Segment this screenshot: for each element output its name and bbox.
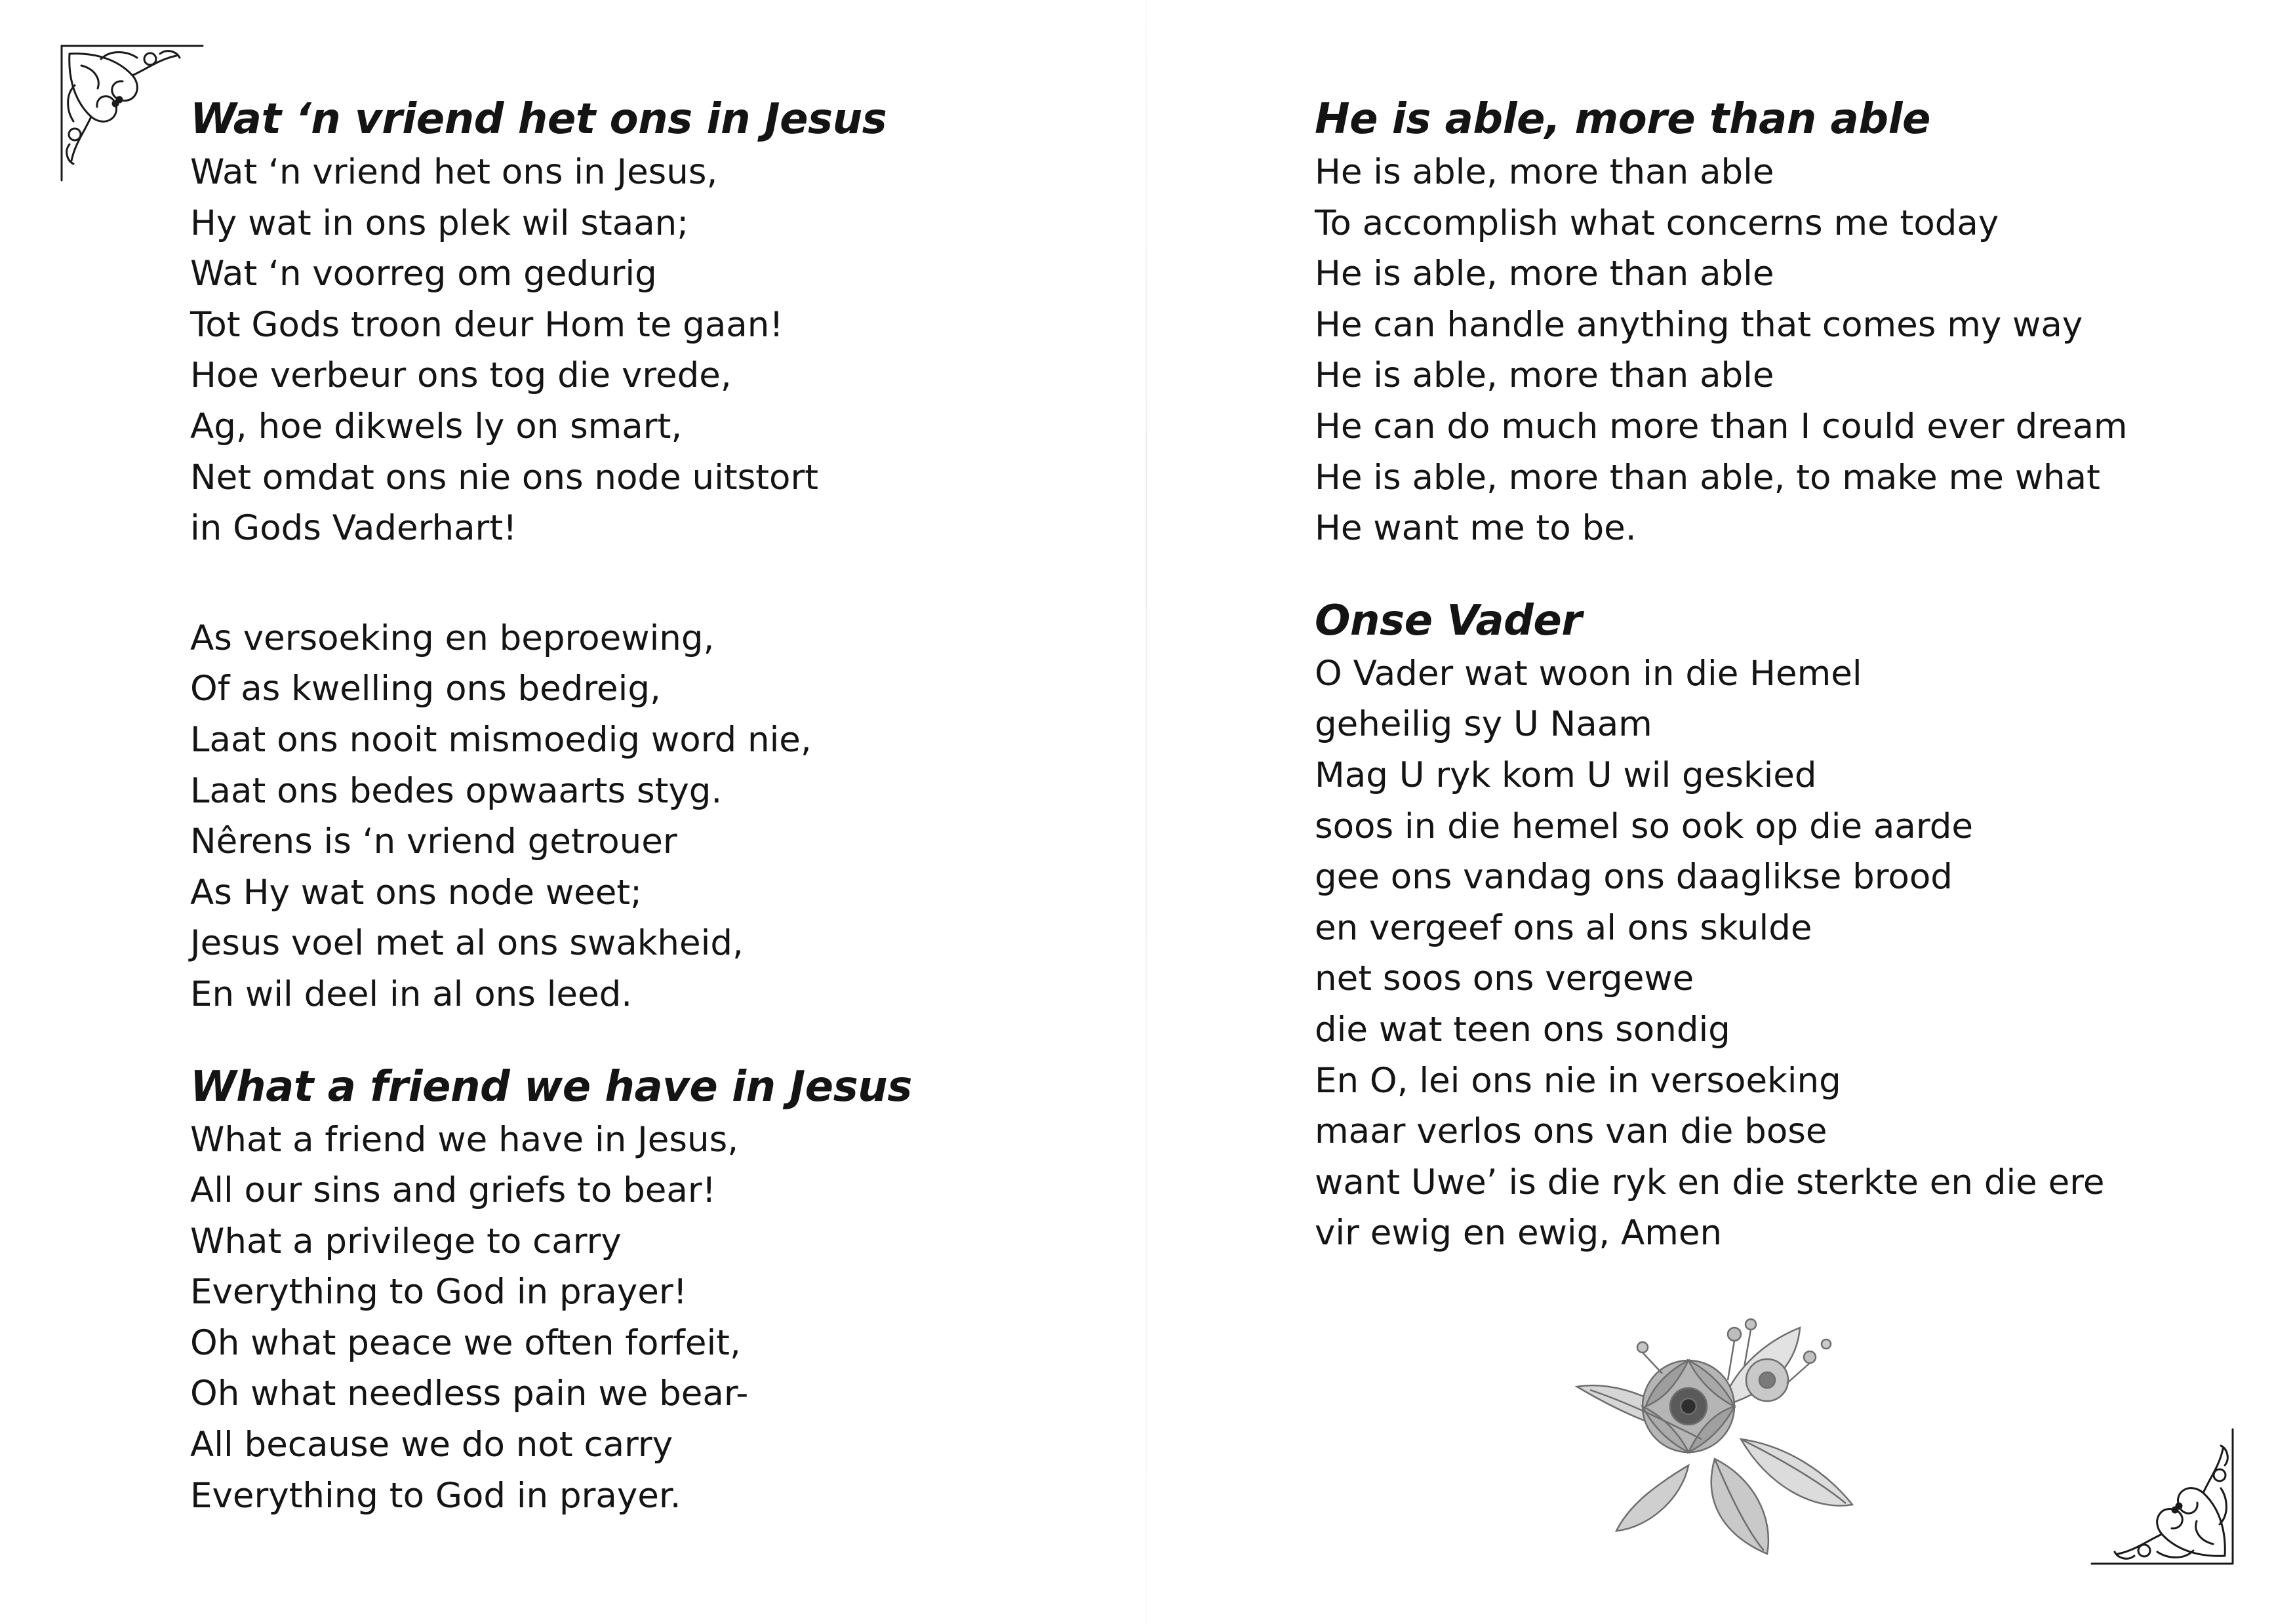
- lyric-line: Oh what needless pain we bear-: [190, 1374, 749, 1414]
- prayer-line: En O, lei ons nie in versoeking: [1315, 1060, 1841, 1101]
- lyric-line: As versoeking en beproewing,: [190, 618, 715, 658]
- lyric-line: What a friend we have in Jesus,: [190, 1119, 739, 1160]
- prayer-line: O Vader wat woon in die Hemel: [1315, 653, 1862, 694]
- prayer-line: net soos ons vergewe: [1315, 959, 1694, 999]
- lyric-line: He is able, more than able, to make me what: [1315, 457, 2100, 498]
- prayer-line: geheilig sy U Naam: [1315, 704, 1652, 745]
- stanza: [190, 147, 1108, 554]
- lyric-line: Of as kwelling ons bedreig,: [190, 669, 661, 709]
- lyric-line: Wat ‘n vriend het ons in Jesus,: [190, 152, 718, 192]
- lyric-line: All our sins and griefs to bear!: [190, 1170, 716, 1211]
- prayer-line: die wat teen ons sondig: [1315, 1009, 1730, 1050]
- lyric-line: Oh what peace we often forfeit,: [190, 1322, 741, 1363]
- lyric-line: in Gods Vaderhart!: [190, 508, 517, 549]
- lyric-line: Wat ‘n voorreg om gedurig: [190, 254, 657, 294]
- stanza: [190, 613, 1108, 1020]
- lyric-line: He want me to be.: [1315, 508, 1637, 549]
- lyric-line: To accomplish what concerns me today: [1315, 203, 1999, 243]
- stanza-spacer: [190, 554, 1108, 613]
- prayer-line: gee ons vandag ons daaglikse brood: [1315, 857, 1953, 898]
- song-title: He is able, more than able: [1315, 95, 1930, 144]
- lyric-line: Laat ons bedes opwaarts styg.: [190, 770, 723, 811]
- song-title: What a friend we have in Jesus: [190, 1062, 912, 1111]
- prayer-title: Onse Vader: [1315, 596, 1582, 645]
- stanza: [1315, 147, 2246, 554]
- prayer-line: vir ewig en ewig, Amen: [1315, 1213, 1723, 1254]
- lyric-line: Nêrens is ‘n vriend getrouer: [190, 822, 677, 862]
- lyric-line: He is able, more than able: [1315, 355, 1774, 396]
- lyric-line: He is able, more than able: [1315, 254, 1774, 294]
- left-page: [190, 92, 1108, 1521]
- section-spacer: [1315, 554, 2246, 593]
- lyric-line: Everything to God in prayer!: [190, 1272, 687, 1313]
- center-fold: [1146, 0, 1147, 1624]
- lyric-line: He can do much more than I could ever dream: [1315, 406, 2128, 446]
- lyric-line: Ag, hoe dikwels ly on smart,: [190, 406, 683, 446]
- lyric-line: What a privilege to carry: [190, 1221, 622, 1261]
- lyric-line: As Hy wat ons node weet;: [190, 872, 643, 913]
- lyric-line: He can handle anything that comes my way: [1315, 304, 2083, 345]
- prayer-line: want Uwe’ is die ryk en die sterkte en die ere: [1315, 1162, 2105, 1202]
- prayer-line: en vergeef ons al ons skulde: [1315, 907, 1812, 948]
- lyric-line: Tot Gods troon deur Hom te gaan!: [190, 304, 784, 345]
- scroll-corner-icon: [55, 39, 206, 184]
- lyric-line: All because we do not carry: [190, 1425, 673, 1465]
- lyric-line: Net omdat ons nie ons node uitstort: [190, 457, 819, 498]
- prayer-text: [1315, 648, 2246, 1259]
- prayer-line: soos in die hemel so ook op die aarde: [1315, 806, 1973, 846]
- song-title: Wat ‘n vriend het ons in Jesus: [190, 95, 887, 144]
- lyric-line: En wil deel in al ons leed.: [190, 974, 633, 1014]
- lyric-line: Hoe verbeur ons tog die vrede,: [190, 355, 732, 396]
- prayer-line: Mag U ryk kom U wil geskied: [1315, 755, 1817, 795]
- scroll-corner-icon: [2088, 1426, 2239, 1570]
- lyric-line: He is able, more than able: [1315, 152, 1774, 192]
- right-page: [1315, 92, 2246, 1259]
- prayer-line: maar verlos ons van die bose: [1315, 1111, 1827, 1152]
- lyric-line: Everything to God in prayer.: [190, 1475, 681, 1516]
- lyric-line: Laat ons nooit mismoedig word nie,: [190, 719, 812, 760]
- section-spacer: [190, 1020, 1108, 1060]
- lyric-line: Hy wat in ons plek wil staan;: [190, 203, 689, 243]
- lyric-line: Jesus voel met al ons swakheid,: [190, 923, 744, 964]
- flower-bouquet-icon: [1570, 1308, 1872, 1557]
- stanza: [190, 1115, 1108, 1522]
